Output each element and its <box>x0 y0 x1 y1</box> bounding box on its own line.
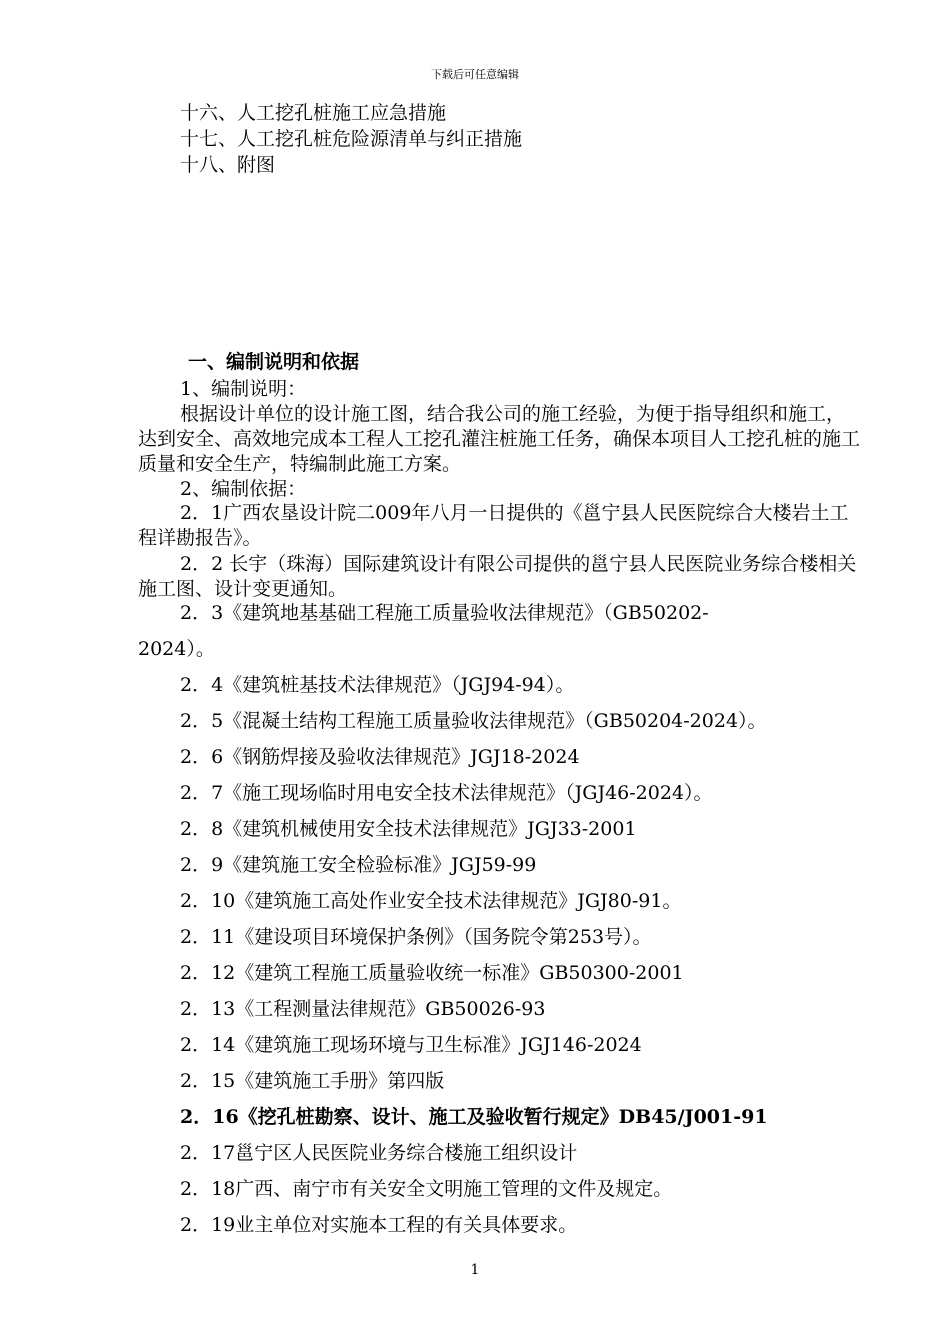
reference-item: 2．11《建设项目环境保护条例》（国务院令第253号）。 <box>180 926 652 948</box>
reference-item: 2．9《建筑施工安全检验标准》JGJ59-99 <box>180 854 537 876</box>
reference-item: 2．7《施工现场临时用电安全技术法律规范》（JGJ46-2024）。 <box>180 782 713 804</box>
reference-item: 2．13《工程测量法律规范》GB50026-93 <box>180 998 546 1020</box>
toc-item-16: 十六、人工挖孔桩施工应急措施 <box>180 102 447 124</box>
reference-item: 2．5《混凝土结构工程施工质量验收法律规范》（GB50204-2024）。 <box>180 710 767 732</box>
reference-item: 2．15《建筑施工手册》第四版 <box>180 1070 445 1092</box>
section-title: 一、编制说明和依据 <box>188 351 360 373</box>
reference-item: 2．10《建筑施工高处作业安全技术法律规范》JGJ80-91。 <box>180 890 682 912</box>
reference-item: 2．6《钢筋焊接及验收法律规范》JGJ18-2024 <box>180 746 580 768</box>
description-paragraph: 根据设计单位的设计施工图，结合我公司的施工经验，为便于指导组织和施工，达到安全、高效地完成本工程人工挖孔灌注桩施工任务，确保本项目人工挖孔桩的施工质量和安全生产，特编制此施工方案。 <box>138 403 861 475</box>
toc-item-17: 十七、人工挖孔桩危险源清单与纠正措施 <box>180 128 523 150</box>
reference-item: 2．17邕宁区人民医院业务综合楼施工组织设计 <box>180 1142 578 1164</box>
toc-item-18: 十八、附图 <box>180 154 276 176</box>
subheading-basis: 2、编制依据： <box>180 478 307 500</box>
subheading-description: 1、编制说明： <box>180 378 307 400</box>
reference-item: 2．3《建筑地基基础工程施工质量验收法律规范》（GB50202- <box>180 602 709 624</box>
reference-item: 2．2 长宇（珠海）国际建筑设计有限公司提供的邕宁县人民医院业务综合楼相关施工图、设计变更通知。 <box>138 553 857 600</box>
reference-item: 2．19业主单位对实施本工程的有关具体要求。 <box>180 1214 578 1236</box>
reference-item: 2．4《建筑桩基技术法律规范》（JGJ94-94）。 <box>180 674 575 696</box>
reference-item: 2．12《建筑工程施工质量验收统一标准》GB50300-2001 <box>180 962 684 984</box>
header-note: 下载后可任意编辑 <box>431 68 519 81</box>
reference-item: 2．8《建筑机械使用安全技术法律规范》JGJ33-2001 <box>180 818 637 840</box>
reference-item-continued: 2024）。 <box>138 638 215 660</box>
reference-item: 2．18广西、南宁市有关安全文明施工管理的文件及规定。 <box>180 1178 673 1200</box>
reference-item: 2．1广西农垦设计院二009年八月一日提供的《邕宁县人民医院综合大楼岩土工程详勘报告》。 <box>138 502 849 549</box>
reference-item-bold: 2．16《挖孔桩勘察、设计、施工及验收暂行规定》DB45/J001-91 <box>180 1106 768 1128</box>
page-number: 1 <box>470 1262 480 1278</box>
reference-item: 2．14《建筑施工现场环境与卫生标准》JGJ146-2024 <box>180 1034 642 1056</box>
